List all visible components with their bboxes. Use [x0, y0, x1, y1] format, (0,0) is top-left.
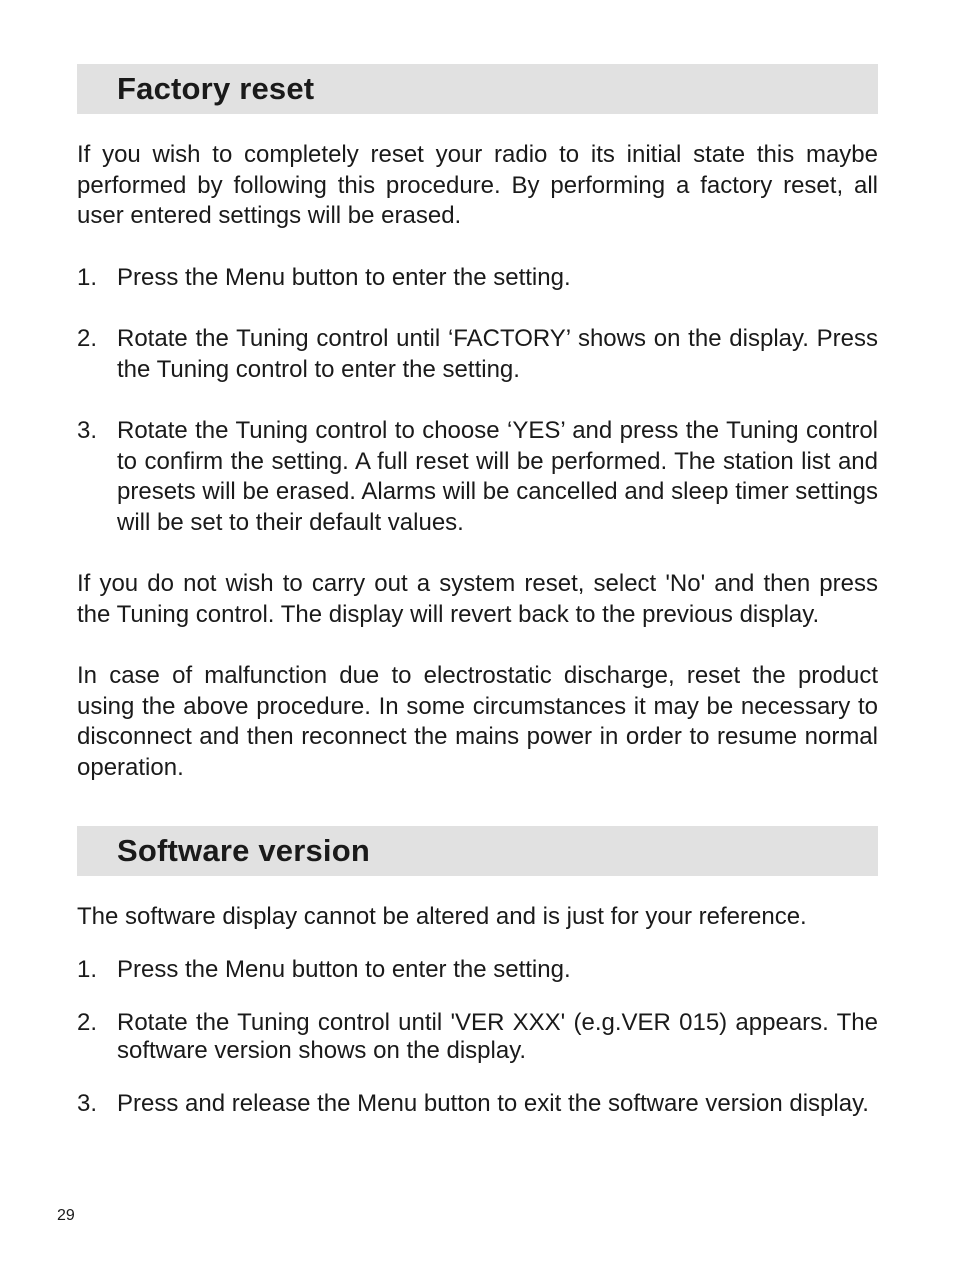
- factory-reset-steps: [77, 263, 878, 539]
- step-number: 2.: [77, 1008, 98, 1036]
- factory-reset-cancel-note: If you do not wish to carry out a system reset, select 'No' and then press the Tuning control. The display will revert back to the previous display.: [77, 570, 878, 628]
- page-number: 29: [57, 1207, 75, 1224]
- factory-reset-header: [77, 64, 878, 114]
- software-version-steps: [77, 956, 878, 1118]
- list-item: [77, 324, 878, 385]
- step-number: 1.: [77, 955, 98, 983]
- software-version-intro: The software display cannot be altered and is just for your reference.: [77, 903, 807, 930]
- software-version-title: Software version: [117, 833, 371, 868]
- factory-reset-title: Factory reset: [117, 71, 315, 106]
- step-number: 3.: [77, 1089, 98, 1117]
- step-text: Press the Menu button to enter the setting.: [117, 955, 571, 983]
- step-text: Press and release the Menu button to exit the software version display.: [117, 1089, 869, 1117]
- step-number: 1.: [77, 263, 98, 291]
- step-text: Press the Menu button to enter the setting.: [117, 263, 571, 291]
- software-version-header: [77, 826, 878, 876]
- factory-reset-malfunction-note: In case of malfunction due to electrostatic discharge, reset the product using the above procedure. In some circumstances it may be necessary to disconnect and then reconnect the mains power in order to resume normal operation.: [77, 662, 878, 781]
- manual-page: [77, 64, 878, 1118]
- list-item: [77, 1090, 878, 1118]
- step-number: 2.: [77, 325, 98, 352]
- list-item: [77, 1009, 878, 1065]
- list-item: [77, 416, 878, 538]
- list-item: [77, 263, 878, 294]
- step-text: Rotate the Tuning control to choose ‘YES’ and press the Tuning control to confirm the setting. A full reset will be performed. The station list and presets will be erased. Alarms will be cancelled and sleep timer settings will be set to their default values.: [117, 417, 878, 536]
- step-number: 3.: [77, 417, 98, 444]
- step-text: Rotate the Tuning control until 'VER XXX' (e.g.VER 015) appears. The software version shows on the display.: [117, 1008, 878, 1064]
- list-item: [77, 956, 878, 984]
- factory-reset-intro: If you wish to completely reset your radio to its initial state this maybe performed by following this procedure. By performing a factory reset, all user entered settings will be erased.: [77, 141, 878, 229]
- step-text: Rotate the Tuning control until ‘FACTORY’ shows on the display. Press the Tuning control to enter the setting.: [117, 325, 878, 383]
